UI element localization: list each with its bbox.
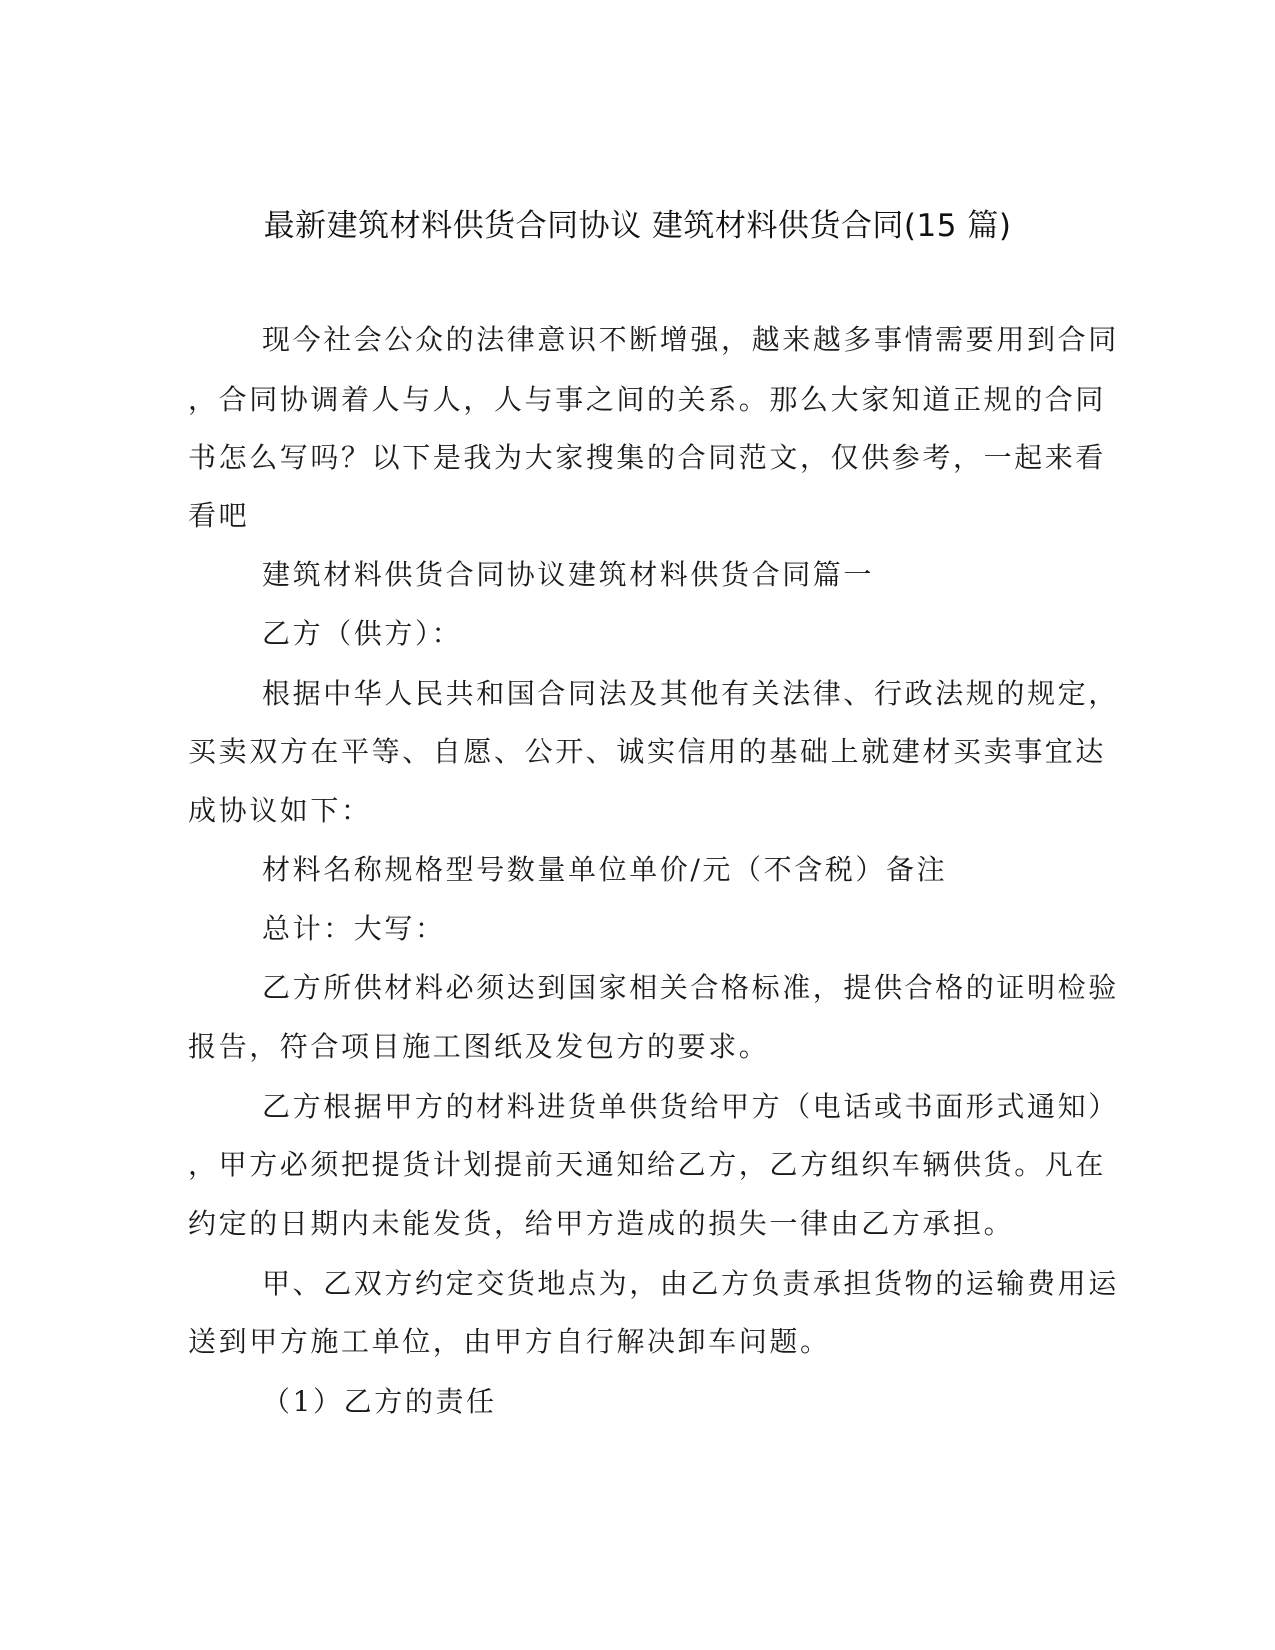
section-heading: 建筑材料供货合同协议建筑材料供货合同篇一 — [262, 558, 875, 591]
responsibility-heading: （1）乙方的责任 — [262, 1385, 497, 1418]
legal-basis-line-1: 根据中华人民共和国合同法及其他有关法律、行政法规的规定， — [262, 677, 1119, 710]
location-line-1: 甲、乙双方约定交货地点为，由乙方负责承担货物的运输费用运 — [262, 1267, 1119, 1300]
document-title: 最新建筑材料供货合同协议 建筑材料供货合同(15 篇) — [263, 208, 1012, 244]
location-line-2: 送到甲方施工单位，由甲方自行解决卸车问题。 — [188, 1325, 831, 1358]
party-b-label: 乙方（供方）： — [262, 617, 463, 650]
table-header-line: 材料名称规格型号数量单位单价/元（不含税）备注 — [262, 853, 948, 886]
delivery-line-3: 约定的日期内未能发货，给甲方造成的损失一律由乙方承担。 — [188, 1207, 1015, 1240]
intro-line-2: ，合同协调着人与人，人与事之间的关系。那么大家知道正规的合同 — [188, 383, 1107, 416]
quality-line-2: 报告，符合项目施工图纸及发包方的要求。 — [188, 1030, 770, 1063]
legal-basis-line-3: 成协议如下： — [188, 794, 372, 827]
intro-line-1: 现今社会公众的法律意识不断增强，越来越多事情需要用到合同 — [262, 323, 1119, 356]
intro-line-3: 书怎么写吗？以下是我为大家搜集的合同范文，仅供参考，一起来看 — [188, 441, 1107, 474]
quality-line-1: 乙方所供材料必须达到国家相关合格标准，提供合格的证明检验 — [262, 971, 1119, 1004]
total-line: 总计：大写： — [262, 912, 446, 945]
intro-line-4: 看吧 — [188, 499, 250, 532]
delivery-line-2: ，甲方必须把提货计划提前天通知给乙方，乙方组织车辆供货。凡在 — [188, 1148, 1107, 1181]
delivery-line-1: 乙方根据甲方的材料进货单供货给甲方（电话或书面形式通知） — [262, 1090, 1119, 1123]
legal-basis-line-2: 买卖双方在平等、自愿、公开、诚实信用的基础上就建材买卖事宜达 — [188, 735, 1107, 768]
